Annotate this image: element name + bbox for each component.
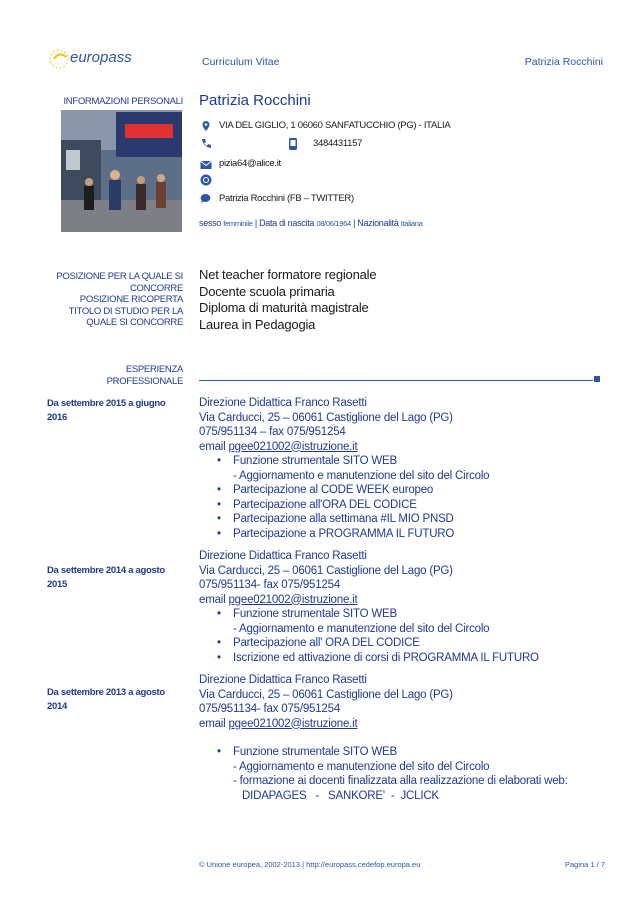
period-2: Da settembre 2014 a agosto 2015	[47, 565, 165, 590]
email[interactable]: pizia64@alice.it	[219, 158, 281, 169]
personal-section-label: INFORMAZIONI PERSONALI	[63, 96, 183, 107]
list-item: • Partecipazione all'ORA DEL CODICE	[199, 498, 619, 513]
mobile-icon	[288, 138, 298, 150]
title-item: Laurea in Pedagogia	[199, 316, 316, 332]
position-titles	[199, 267, 376, 333]
divider-square-icon	[594, 376, 600, 382]
title-item: Docente scuola primaria	[199, 283, 335, 299]
birth-value: 08/06/1964	[316, 219, 351, 228]
list-subitem: DIDAPAGES - SANKORE' - JCLICK	[233, 789, 439, 802]
photo-image	[61, 110, 182, 232]
list-item: • Partecipazione a PROGRAMMA IL FUTURO	[199, 527, 619, 542]
list-item: • Funzione strumentale SITO WEB	[199, 454, 619, 469]
sex-label: sesso	[199, 218, 222, 228]
header-person-name: Patrizia Rocchini	[524, 56, 603, 68]
list-item: • Funzione strumentale SITO WEB	[199, 745, 619, 760]
employer: Direzione Didattica Franco Rasetti	[199, 674, 367, 686]
email-icon	[200, 159, 212, 171]
experience-entry-1	[199, 396, 619, 541]
position-section-label: POSIZIONE PER LA QUALE SI CONCORRE POSIZIONE RICOPERTA TITOLO DI STUDIO PER LA QUALE SI CONCORRE	[56, 271, 183, 328]
employer-email-link[interactable]: pgee021002@istruzione.it	[228, 440, 358, 453]
nationality-label: | Nazionalità	[353, 218, 399, 228]
list-item: • Partecipazione alla settimana #IL MIO PNSD	[199, 512, 619, 527]
messaging-icon	[200, 193, 212, 205]
period-3: Da settembre 2013 a agosto 2014	[47, 687, 165, 712]
employer-phone: 075/951134- fax 075/951254	[199, 703, 341, 715]
mobile-number: 3484431157	[313, 138, 363, 149]
list-subitem: - Aggiornamento e manutenzione del sito del Circolo	[233, 760, 490, 773]
europass-logo-icon	[46, 46, 72, 72]
birth-label: | Data di nascita	[254, 218, 315, 228]
footer-copyright: © Unione europea, 2002-2013 | http://europass.cedefop.europa.eu	[199, 860, 421, 869]
title-item: Net teacher formatore regionale	[199, 267, 377, 282]
list-subitem: - Aggiornamento e manutenzione del sito del Circolo	[233, 622, 490, 635]
list-item: • Funzione strumentale SITO WEB	[199, 607, 619, 622]
website-icon	[200, 174, 212, 186]
sex-value: femminile	[223, 219, 253, 228]
section-divider	[199, 380, 593, 381]
logo-text: europass	[70, 49, 132, 66]
employer-email-line: email pgee021002@istruzione.it	[199, 593, 358, 606]
experience-entry-3	[199, 673, 619, 803]
employer-phone: 075/951134- fax 075/951254	[199, 579, 341, 591]
employer-phone: 075/951134 – fax 075/951254	[199, 426, 346, 438]
list-subitem: - formazione ai docenti finalizzata alla realizzazione di elaborati web:	[233, 775, 568, 787]
phone-icon	[200, 138, 212, 150]
experience-section-label: ESPERIENZA PROFESSIONALE	[106, 364, 183, 387]
employer-email-link[interactable]: pgee021002@istruzione.it	[228, 717, 358, 730]
title-item: Diploma di maturità magistrale	[199, 300, 369, 315]
list-item: • Iscrizione ed attivazione di corsi di PROGRAMMA IL FUTURO	[199, 651, 619, 666]
spacer	[199, 731, 619, 745]
personal-details	[199, 218, 423, 228]
person-name: Patrizia Rocchini	[199, 92, 311, 109]
employer-address: Via Carducci, 25 – 06061 Castiglione del Lago (PG)	[199, 411, 453, 424]
list-item: • Partecipazione al CODE WEEK europeo	[199, 483, 619, 498]
employer-address: Via Carducci, 25 – 06061 Castiglione del Lago (PG)	[199, 688, 453, 701]
list-subitem: - Aggiornamento e manutenzione del sito del Circolo	[233, 469, 490, 482]
employer-email-line: email pgee021002@istruzione.it	[199, 440, 358, 453]
footer-page-number: Pagina 1 / 7	[564, 860, 605, 869]
employer-email-link[interactable]: pgee021002@istruzione.it	[228, 593, 358, 606]
employer-address: Via Carducci, 25 – 06061 Castiglione del Lago (PG)	[199, 564, 453, 577]
employer: Direzione Didattica Franco Rasetti	[199, 550, 367, 562]
list-item: • Partecipazione all' ORA DEL CODICE	[199, 636, 619, 651]
experience-entry-2	[199, 549, 619, 665]
address: VIA DEL GIGLIO, 1 06060 SANFATUCCHIO (PG) - ITALIA	[219, 120, 451, 131]
doc-title: Curriculum Vitae	[202, 56, 280, 68]
messaging: Patrizia Rocchini (FB – TWITTER)	[219, 193, 354, 204]
profile-photo	[61, 110, 182, 232]
nationality-value: Italiana	[400, 219, 423, 228]
location-icon	[200, 120, 212, 132]
employer-email-line: email pgee021002@istruzione.it	[199, 717, 358, 730]
europass-logo	[46, 46, 136, 72]
employer: Direzione Didattica Franco Rasetti	[199, 397, 367, 409]
period-1: Da settembre 2015 a giugno 2016	[47, 398, 166, 423]
